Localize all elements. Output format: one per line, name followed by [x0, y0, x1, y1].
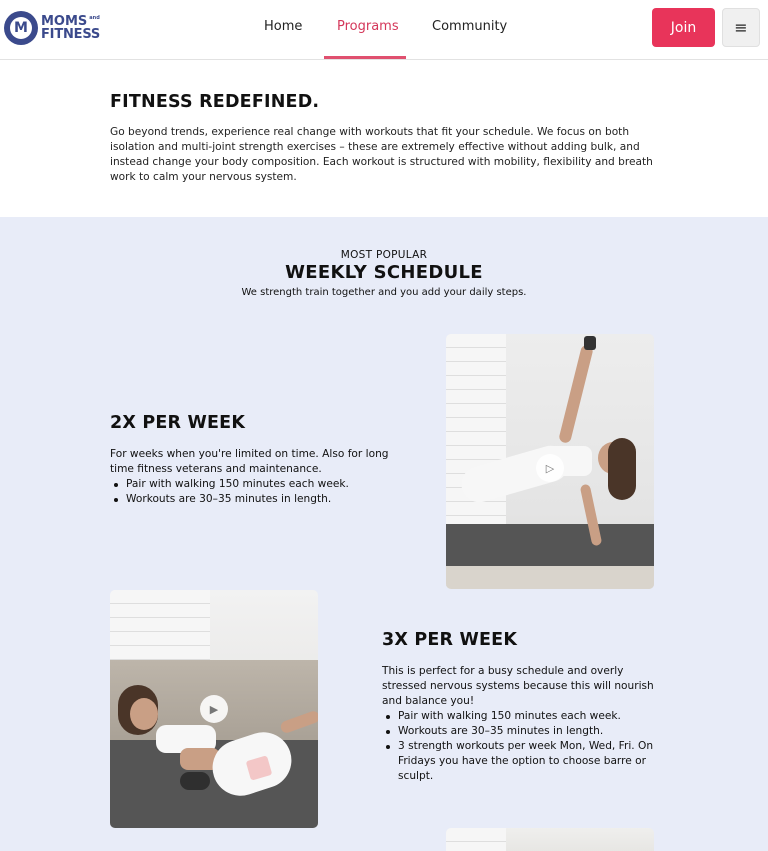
nav-programs[interactable]: Programs: [337, 19, 399, 34]
foam-roller: [180, 772, 210, 790]
schedule-subtitle: We strength train together and you add your daily steps.: [241, 287, 527, 298]
intro-title: FITNESS REDEFINED.: [110, 92, 320, 112]
plan-bullet: Workouts are 30–35 minutes in length.: [110, 492, 390, 507]
plan-video-thumbnail[interactable]: [446, 828, 654, 851]
intro-section: [0, 60, 768, 217]
plan-title: 3X PER WEEK: [382, 630, 518, 650]
plan-bullet: Workouts are 30–35 minutes in length.: [382, 724, 654, 739]
figure-head: [130, 698, 158, 730]
logo-text: [41, 15, 100, 41]
logo-line1: MOMS: [41, 14, 88, 29]
plan-bullets: [382, 709, 654, 784]
join-button[interactable]: Join: [652, 8, 715, 47]
wall-panel: [446, 828, 506, 851]
nav-home[interactable]: Home: [264, 19, 303, 34]
plan-video-thumbnail[interactable]: [110, 590, 318, 828]
dumbbell-icon: [584, 336, 596, 350]
exercise-mat: [446, 524, 654, 569]
hamburger-icon: ≡: [734, 18, 748, 37]
site-header: [0, 0, 768, 60]
plan-video-thumbnail[interactable]: [446, 334, 654, 589]
plan-bullet: Pair with walking 150 minutes each week.: [382, 709, 654, 724]
plan-description: For weeks when you're limited on time. Also for long time fitness veterans and maintenance.: [110, 448, 389, 475]
plan-bullets: [110, 477, 390, 507]
logo-and: and: [89, 15, 100, 21]
nav-active-indicator: [324, 56, 406, 59]
plan-description: This is perfect for a busy schedule and overly stressed nervous systems because this will nourish and balance you!: [382, 665, 654, 707]
play-icon[interactable]: ▶: [200, 695, 228, 723]
play-icon[interactable]: ▷: [536, 454, 564, 482]
logo[interactable]: [4, 9, 104, 47]
nav-community[interactable]: Community: [432, 19, 508, 34]
plan-title: 2X PER WEEK: [110, 413, 246, 433]
menu-button[interactable]: [722, 8, 760, 47]
logo-mark-icon: [4, 11, 38, 45]
figure-arm: [558, 344, 594, 444]
logo-line2: FITNESS: [41, 27, 101, 42]
floor: [446, 566, 654, 589]
intro-body: Go beyond trends, experience real change with workouts that fit your schedule. We focus on both isolation and multi-joint strength exercises – these are extremely effective without adding bulk, and instead change your body composition. Each workout is structured with mobility, flexibility and breath work to calm your nervous system.: [110, 126, 653, 183]
plan-bullet: 3 strength workouts per week Mon, Wed, Fri. On Fridays you have the option to choose barre or sculpt.: [382, 739, 654, 784]
schedule-title: WEEKLY SCHEDULE: [285, 262, 483, 283]
schedule-eyebrow: MOST POPULAR: [340, 249, 428, 261]
figure-hair: [608, 438, 636, 500]
plan-bullet: Pair with walking 150 minutes each week.: [110, 477, 390, 492]
